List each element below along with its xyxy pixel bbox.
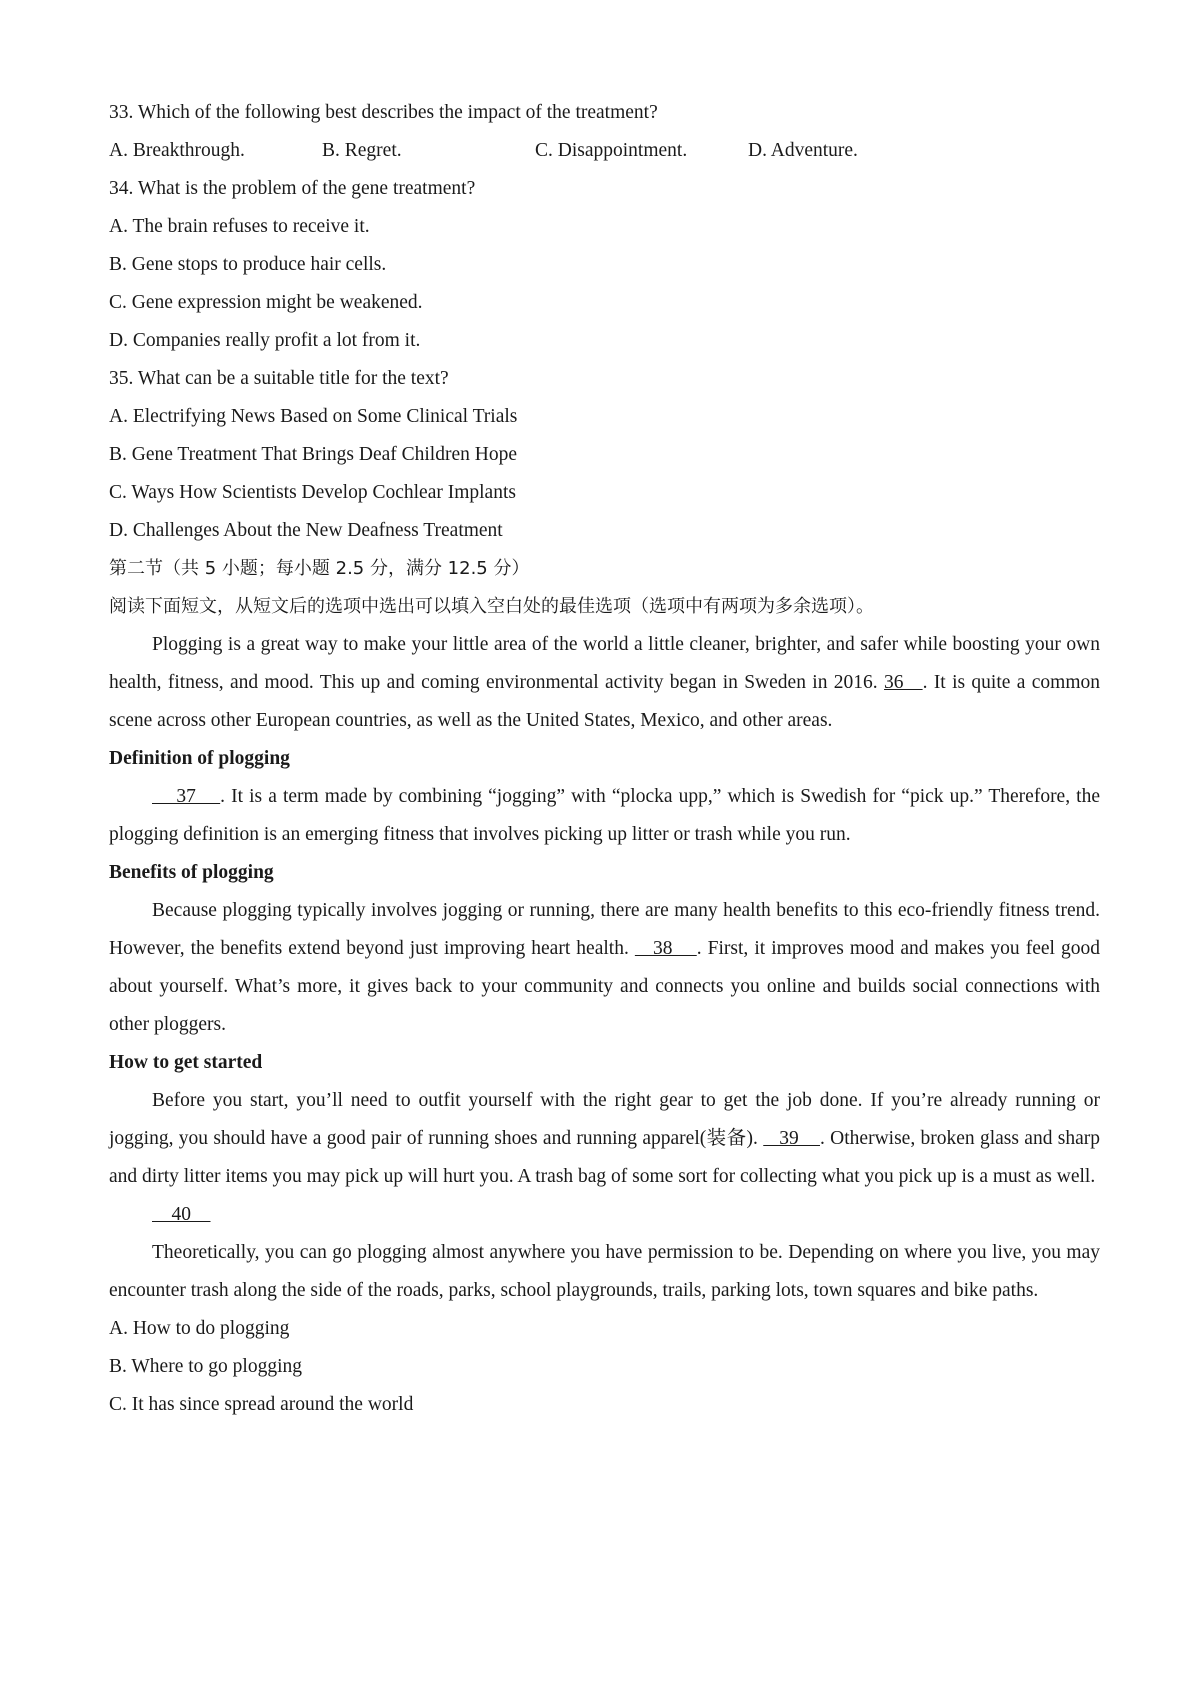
paragraph-text: . Otherwise, broken glass and sharp and dirty litter items you may pick up will hurt you. A trash bag of some sort for collecting what you pick up is a must as well. (109, 1128, 1101, 1187)
subheading-benefits: Benefits of plogging (109, 862, 274, 883)
document-page (109, 94, 1100, 1424)
blank-40: 40 (152, 1204, 211, 1225)
blank-37: 37 (152, 786, 221, 807)
paragraph-text: Plogging is a great way to make your little area of the world a little cleaner, brighter, and safer while boosting your own health, fitness, and mood. This up and coming environmental activity began in Sweden in 2016. (109, 634, 1100, 693)
option-b: B. Gene stops to produce hair cells. (109, 254, 387, 275)
subheading-started: How to get started (109, 1052, 263, 1073)
option-d: D. Adventure. (748, 140, 858, 161)
choice-a: A. How to do plogging (109, 1318, 290, 1339)
section-instruction: 阅读下面短文，从短文后的选项中选出可以填入空白处的最佳选项（选项中有两项为多余选项）。 (109, 596, 874, 617)
choice-c: C. It has since spread around the world (109, 1394, 414, 1415)
option-b: B. Gene Treatment That Brings Deaf Children Hope (109, 444, 517, 465)
passage-paragraph-2 (109, 778, 1100, 854)
option-a: A. Electrifying News Based on Some Clinical Trials (109, 406, 518, 427)
heading-blank-40 (109, 1196, 1100, 1234)
passage-paragraph-1 (109, 626, 1100, 740)
subheading-definition: Definition of plogging (109, 748, 290, 769)
paragraph-text: . First, it improves mood and makes you feel good about yourself. What’s more, it gives back to your community and connects you online and builds social connections with other ploggers. (109, 938, 1100, 1035)
question-33: 33. Which of the following best describes the impact of the treatment? (109, 102, 658, 123)
blank-39: 39 (763, 1128, 820, 1149)
option-d: D. Companies really profit a lot from it. (109, 330, 421, 351)
paragraph-text: . It is a term made by combining “jogging” with “plocka upp,” which is Swedish for “pick up.” Therefore, the plogging definition is an emerging fitness that involves picking up litter or trash while you run. (109, 786, 1100, 845)
option-a: A. Breakthrough. (109, 140, 245, 161)
question-33-options (109, 132, 1100, 170)
paragraph-text: . It is quite a common scene across other European countries, as well as the United States, Mexico, and other areas. (109, 672, 1101, 731)
paragraph-text: Because plogging typically involves jogging or running, there are many health benefits to this eco-friendly fitness trend. However, the benefits extend beyond just improving heart health. (109, 900, 1100, 959)
option-a: A. The brain refuses to receive it. (109, 216, 370, 237)
choice-b: B. Where to go plogging (109, 1356, 302, 1377)
paragraph-text: Before you start, you’ll need to outfit yourself with the right gear to get the job done. If you’re already running or jogging, you should have a good pair of running shoes and running apparel(装备). (109, 1090, 1100, 1149)
option-c: C. Gene expression might be weakened. (109, 292, 423, 313)
question-34: 34. What is the problem of the gene treatment? (109, 178, 476, 199)
option-c: C. Disappointment. (535, 140, 688, 161)
option-c: C. Ways How Scientists Develop Cochlear Implants (109, 482, 516, 503)
option-b: B. Regret. (322, 140, 402, 161)
blank-38: 38 (634, 938, 697, 959)
section-heading: 第二节（共 5 小题；每小题 2.5 分，满分 12.5 分） (109, 558, 530, 579)
blank-36: 36 (884, 672, 923, 693)
option-d: D. Challenges About the New Deafness Treatment (109, 520, 503, 541)
question-35: 35. What can be a suitable title for the text? (109, 368, 449, 389)
passage-paragraph-3 (109, 892, 1100, 1044)
passage-paragraph-4 (109, 1082, 1100, 1196)
passage-paragraph-5: Theoretically, you can go plogging almost anywhere you have permission to be. Depending on where you live, you may encounter trash along the side of the roads, parks, school playgrounds, trails, parking lots, town squares and bike paths. (109, 1242, 1100, 1301)
